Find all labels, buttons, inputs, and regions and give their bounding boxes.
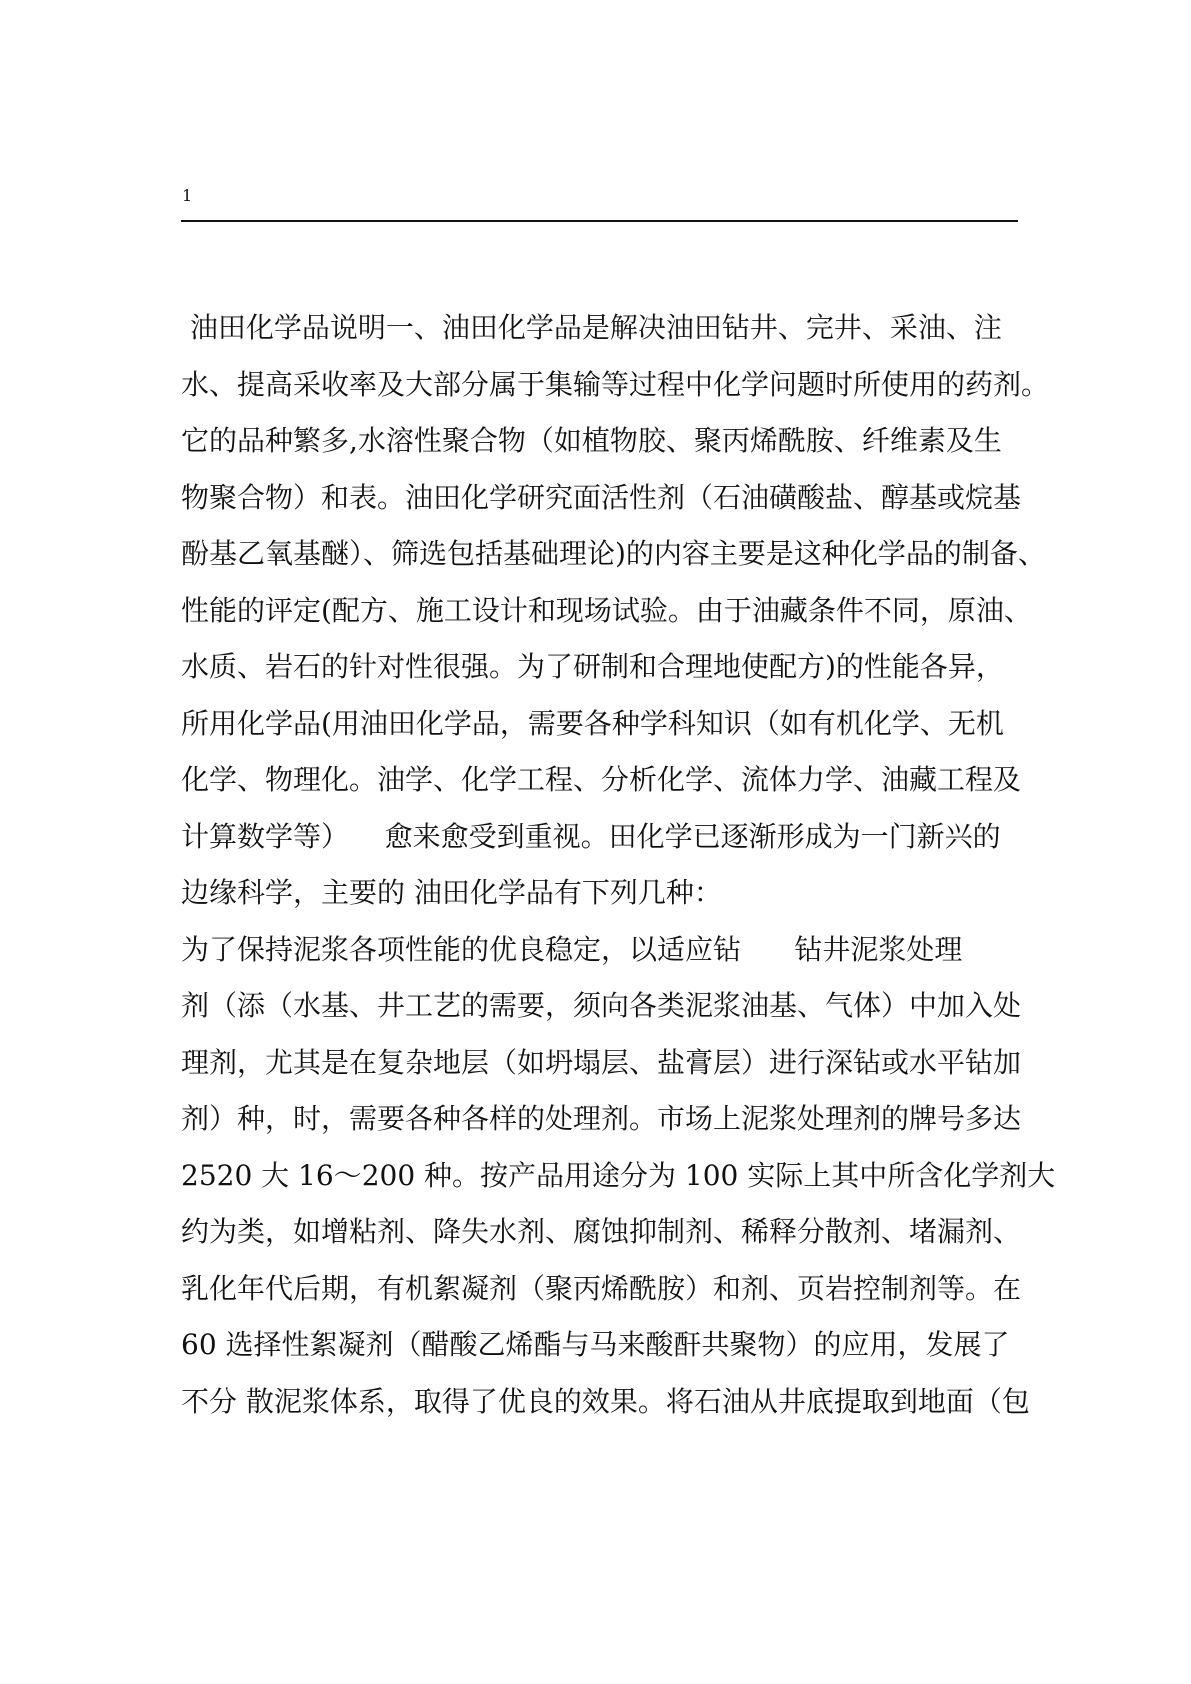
text-line: 剂）种，时，需要各种各样的处理剂。市场上泥浆处理剂的牌号多达: [181, 1102, 1022, 1135]
text-line: 剂（添（水基、井工艺的需要，须向各类泥浆油基、气体）中加入处: [181, 989, 1022, 1022]
text-line: 所用化学品(用油田化学品，需要各种学科知识（如有机化学、无机: [181, 706, 1004, 740]
body-text: [181, 300, 1056, 1430]
text-line: 约为类，如增粘剂、降失水剂、腐蚀抑制剂、稀释分散剂、堵漏剂、: [181, 1215, 1022, 1248]
text-line: 水质、岩石的针对性很强。为了研制和合理地使配方)的性能各异，: [181, 650, 1004, 683]
text-line: 理剂，尤其是在复杂地层（如坍塌层、盐膏层）进行深钻或水平钻加: [181, 1045, 1022, 1079]
header-rule: [181, 220, 1018, 222]
text-line: 乳化年代后期，有机絮凝剂（聚丙烯酰胺）和剂、页岩控制剂等。在: [181, 1271, 1022, 1305]
text-line: 2520 大 16～200 种。按产品用途分为 100 实际上其中所含化学剂大: [181, 1158, 1056, 1192]
text-line: 水、提高采收率及大部分属于集输等过程中化学问题时所使用的药剂。: [181, 367, 1050, 401]
text-line: 计算数学等） 愈来愈受到重视。田化学已逐渐形成为一门新兴的: [181, 819, 1001, 853]
text-line: 性能的评定(配方、施工设计和现场试验。由于油藏条件不同，原油、: [181, 593, 1032, 627]
page-number: 1: [182, 186, 193, 205]
text-line: 60 选择性絮凝剂（醋酸乙烯酯与马来酸酐共聚物）的应用，发展了: [181, 1328, 1010, 1361]
text-line: 它的品种繁多,水溶性聚合物（如植物胶、聚丙烯酰胺、纤维素及生: [181, 424, 1002, 457]
text-line: 酚基乙氧基醚）、筛选包括基础理论)的内容主要是这种化学品的制备、: [181, 537, 1046, 570]
text-line: 边缘科学，主要的 油田化学品有下列几种：: [181, 876, 722, 909]
text-line: 物聚合物）和表。油田化学研究面活性剂（石油磺酸盐、醇基或烷基: [181, 480, 1022, 514]
text-line: 油田化学品说明一、油田化学品是解决油田钻井、完井、采油、注: [181, 311, 1002, 344]
text-line: 化学、物理化。油学、化学工程、分析化学、流体力学、油藏工程及: [181, 763, 1022, 796]
text-line: 不分 散泥浆体系，取得了优良的效果。将石油从井底提取到地面（包: [181, 1384, 1030, 1418]
text-line: 为了保持泥浆各项性能的优良稳定，以适应钻 钻井泥浆处理: [181, 932, 963, 966]
